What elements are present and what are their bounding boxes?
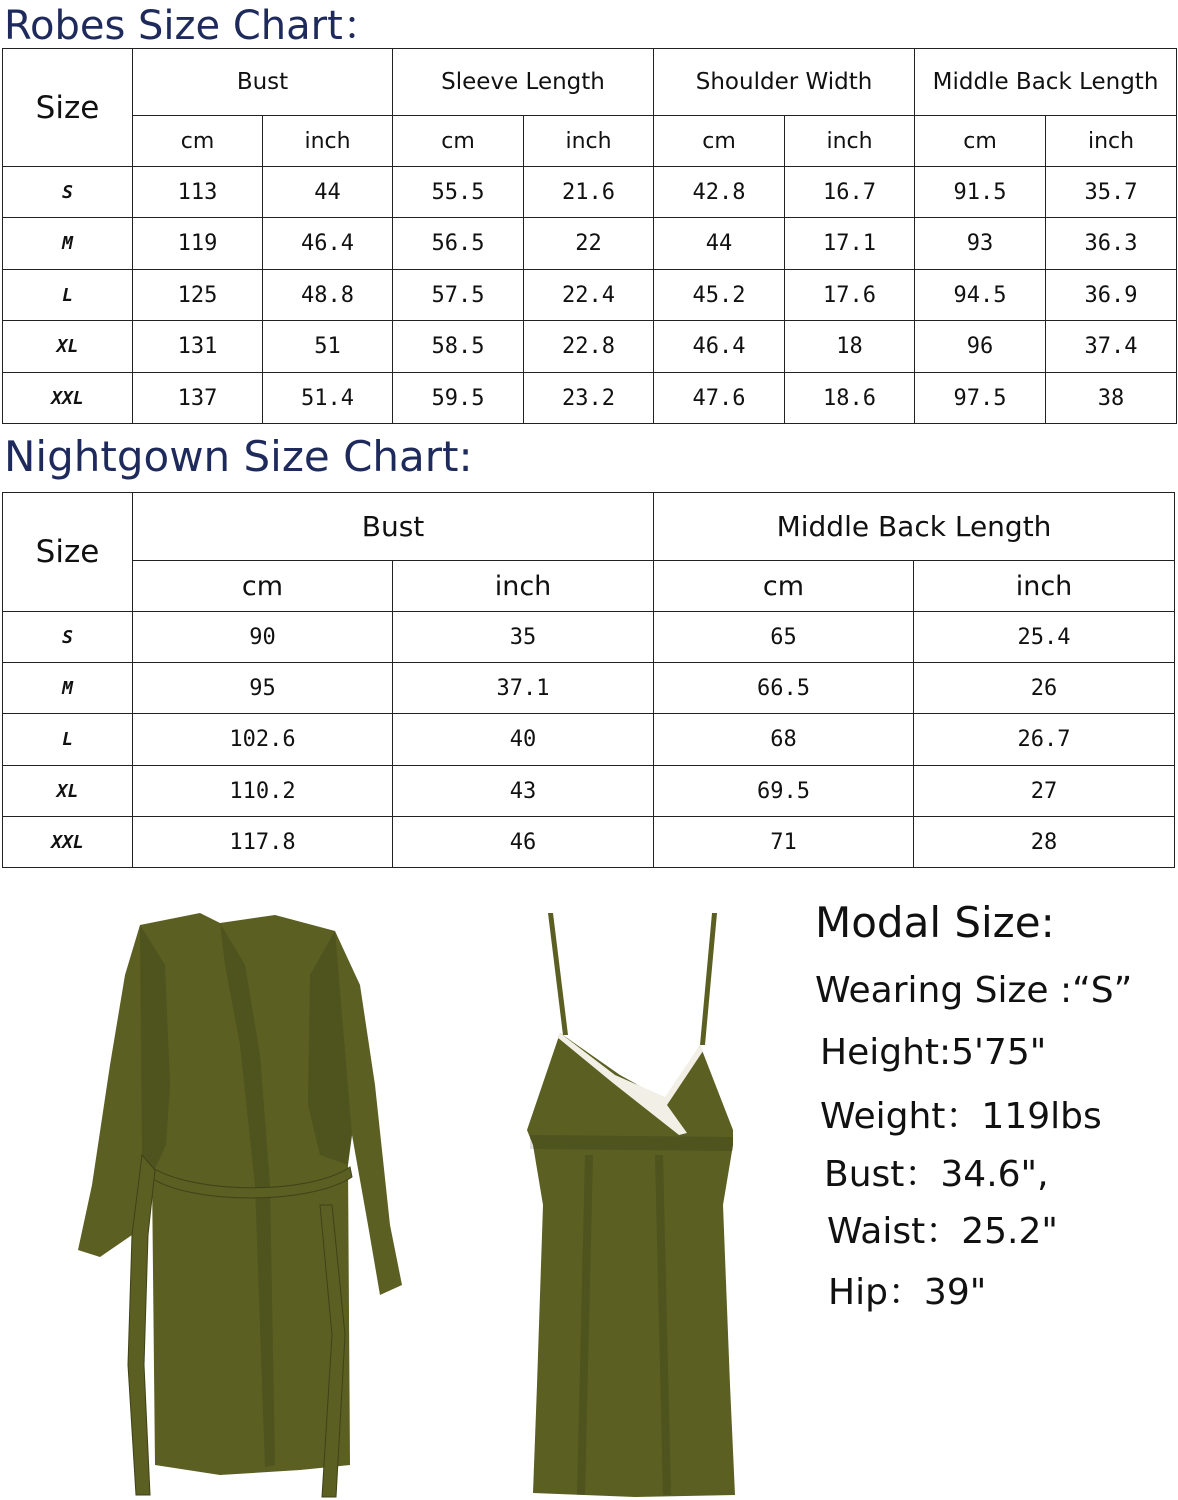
model-weight: Weight：119lbs bbox=[820, 1096, 1102, 1137]
table-cell: 37.1 bbox=[393, 663, 654, 714]
size-label: M bbox=[3, 663, 133, 714]
table-cell: 22.8 bbox=[524, 321, 654, 373]
nightgown-group-header-row bbox=[3, 493, 1175, 561]
table-cell: 46.4 bbox=[263, 218, 393, 270]
unit-cell: cm bbox=[654, 116, 785, 167]
unit-cell: inch bbox=[263, 116, 393, 167]
table-row bbox=[3, 270, 1177, 321]
table-cell: 26 bbox=[914, 663, 1175, 714]
unit-cell: inch bbox=[393, 561, 654, 612]
table-row bbox=[3, 167, 1177, 218]
table-cell: 36.3 bbox=[1046, 218, 1177, 270]
table-cell: 125 bbox=[133, 270, 263, 321]
table-cell: 131 bbox=[133, 321, 263, 373]
table-cell: 38 bbox=[1046, 373, 1177, 424]
model-waist: Waist：25.2" bbox=[827, 1211, 1058, 1252]
table-cell: 51 bbox=[263, 321, 393, 373]
table-cell: 35 bbox=[393, 612, 654, 663]
model-hip: Hip：39" bbox=[828, 1272, 987, 1313]
table-cell: 46 bbox=[393, 817, 654, 868]
table-cell: 44 bbox=[654, 218, 785, 270]
unit-cell: cm bbox=[393, 116, 524, 167]
robes-size-header: Size bbox=[3, 49, 133, 167]
robe-illustration bbox=[78, 913, 402, 1497]
table-cell: 43 bbox=[393, 766, 654, 817]
table-cell: 68 bbox=[654, 714, 914, 766]
table-cell: 71 bbox=[654, 817, 914, 868]
robes-size-chart-title: Robes Size Chart： bbox=[4, 3, 383, 49]
table-row bbox=[3, 714, 1175, 766]
table-cell: 95 bbox=[133, 663, 393, 714]
size-label: S bbox=[3, 167, 133, 218]
table-cell: 48.8 bbox=[263, 270, 393, 321]
robes-size-table bbox=[2, 48, 1177, 424]
table-cell: 16.7 bbox=[785, 167, 915, 218]
robes-group-sleeve-length: Sleeve Length bbox=[393, 49, 654, 116]
table-cell: 94.5 bbox=[915, 270, 1046, 321]
table-cell: 17.6 bbox=[785, 270, 915, 321]
table-cell: 46.4 bbox=[654, 321, 785, 373]
model-size-heading: Modal Size: bbox=[815, 898, 1055, 947]
table-cell: 47.6 bbox=[654, 373, 785, 424]
robes-unit-row bbox=[3, 116, 1177, 167]
table-cell: 91.5 bbox=[915, 167, 1046, 218]
table-row bbox=[3, 612, 1175, 663]
robes-group-header-row bbox=[3, 49, 1177, 116]
table-cell: 56.5 bbox=[393, 218, 524, 270]
table-cell: 26.7 bbox=[914, 714, 1175, 766]
robes-group-middle-back-length: Middle Back Length bbox=[915, 49, 1177, 116]
table-cell: 55.5 bbox=[393, 167, 524, 218]
unit-cell: inch bbox=[914, 561, 1175, 612]
nightgown-group-middle-back-length: Middle Back Length bbox=[654, 493, 1175, 561]
robes-group-shoulder-width: Shoulder Width bbox=[654, 49, 915, 116]
robes-group-bust: Bust bbox=[133, 49, 393, 116]
size-label: L bbox=[3, 270, 133, 321]
table-cell: 65 bbox=[654, 612, 914, 663]
table-cell: 23.2 bbox=[524, 373, 654, 424]
table-cell: 59.5 bbox=[393, 373, 524, 424]
size-label: XXL bbox=[3, 817, 133, 868]
table-cell: 102.6 bbox=[133, 714, 393, 766]
model-bust: Bust：34.6", bbox=[824, 1154, 1049, 1195]
table-cell: 40 bbox=[393, 714, 654, 766]
table-cell: 18 bbox=[785, 321, 915, 373]
model-height: Height:5'75" bbox=[820, 1032, 1047, 1073]
table-row bbox=[3, 766, 1175, 817]
table-cell: 42.8 bbox=[654, 167, 785, 218]
size-label: L bbox=[3, 714, 133, 766]
unit-cell: cm bbox=[133, 116, 263, 167]
table-cell: 36.9 bbox=[1046, 270, 1177, 321]
unit-cell: cm bbox=[133, 561, 393, 612]
table-cell: 137 bbox=[133, 373, 263, 424]
nightgown-product-image bbox=[515, 905, 750, 1500]
table-cell: 57.5 bbox=[393, 270, 524, 321]
table-cell: 93 bbox=[915, 218, 1046, 270]
table-cell: 28 bbox=[914, 817, 1175, 868]
table-cell: 97.5 bbox=[915, 373, 1046, 424]
unit-cell: cm bbox=[915, 116, 1046, 167]
nightgown-size-header: Size bbox=[3, 493, 133, 612]
table-cell: 110.2 bbox=[133, 766, 393, 817]
table-cell: 113 bbox=[133, 167, 263, 218]
nightgown-group-bust: Bust bbox=[133, 493, 654, 561]
table-cell: 66.5 bbox=[654, 663, 914, 714]
table-row bbox=[3, 663, 1175, 714]
table-row bbox=[3, 321, 1177, 373]
table-cell: 44 bbox=[263, 167, 393, 218]
table-cell: 37.4 bbox=[1046, 321, 1177, 373]
nightgown-unit-row bbox=[3, 561, 1175, 612]
table-cell: 51.4 bbox=[263, 373, 393, 424]
table-cell: 35.7 bbox=[1046, 167, 1177, 218]
size-label: XXL bbox=[3, 373, 133, 424]
table-row bbox=[3, 817, 1175, 868]
table-cell: 21.6 bbox=[524, 167, 654, 218]
table-cell: 45.2 bbox=[654, 270, 785, 321]
table-cell: 22 bbox=[524, 218, 654, 270]
table-cell: 27 bbox=[914, 766, 1175, 817]
robe-product-image bbox=[70, 905, 415, 1500]
table-cell: 58.5 bbox=[393, 321, 524, 373]
size-label: XL bbox=[3, 766, 133, 817]
table-row bbox=[3, 373, 1177, 424]
unit-cell: inch bbox=[1046, 116, 1177, 167]
size-label: XL bbox=[3, 321, 133, 373]
table-cell: 117.8 bbox=[133, 817, 393, 868]
unit-cell: inch bbox=[524, 116, 654, 167]
nightgown-size-chart-title: Nightgown Size Chart: bbox=[4, 432, 473, 481]
unit-cell: cm bbox=[654, 561, 914, 612]
size-label: S bbox=[3, 612, 133, 663]
table-cell: 18.6 bbox=[785, 373, 915, 424]
nightgown-illustration bbox=[527, 913, 735, 1497]
table-cell: 96 bbox=[915, 321, 1046, 373]
table-cell: 22.4 bbox=[524, 270, 654, 321]
nightgown-size-table bbox=[2, 492, 1175, 868]
table-row bbox=[3, 218, 1177, 270]
unit-cell: inch bbox=[785, 116, 915, 167]
model-wearing-size: Wearing Size :“S” bbox=[815, 970, 1133, 1011]
table-cell: 17.1 bbox=[785, 218, 915, 270]
table-cell: 69.5 bbox=[654, 766, 914, 817]
size-label: M bbox=[3, 218, 133, 270]
table-cell: 90 bbox=[133, 612, 393, 663]
table-cell: 25.4 bbox=[914, 612, 1175, 663]
table-cell: 119 bbox=[133, 218, 263, 270]
